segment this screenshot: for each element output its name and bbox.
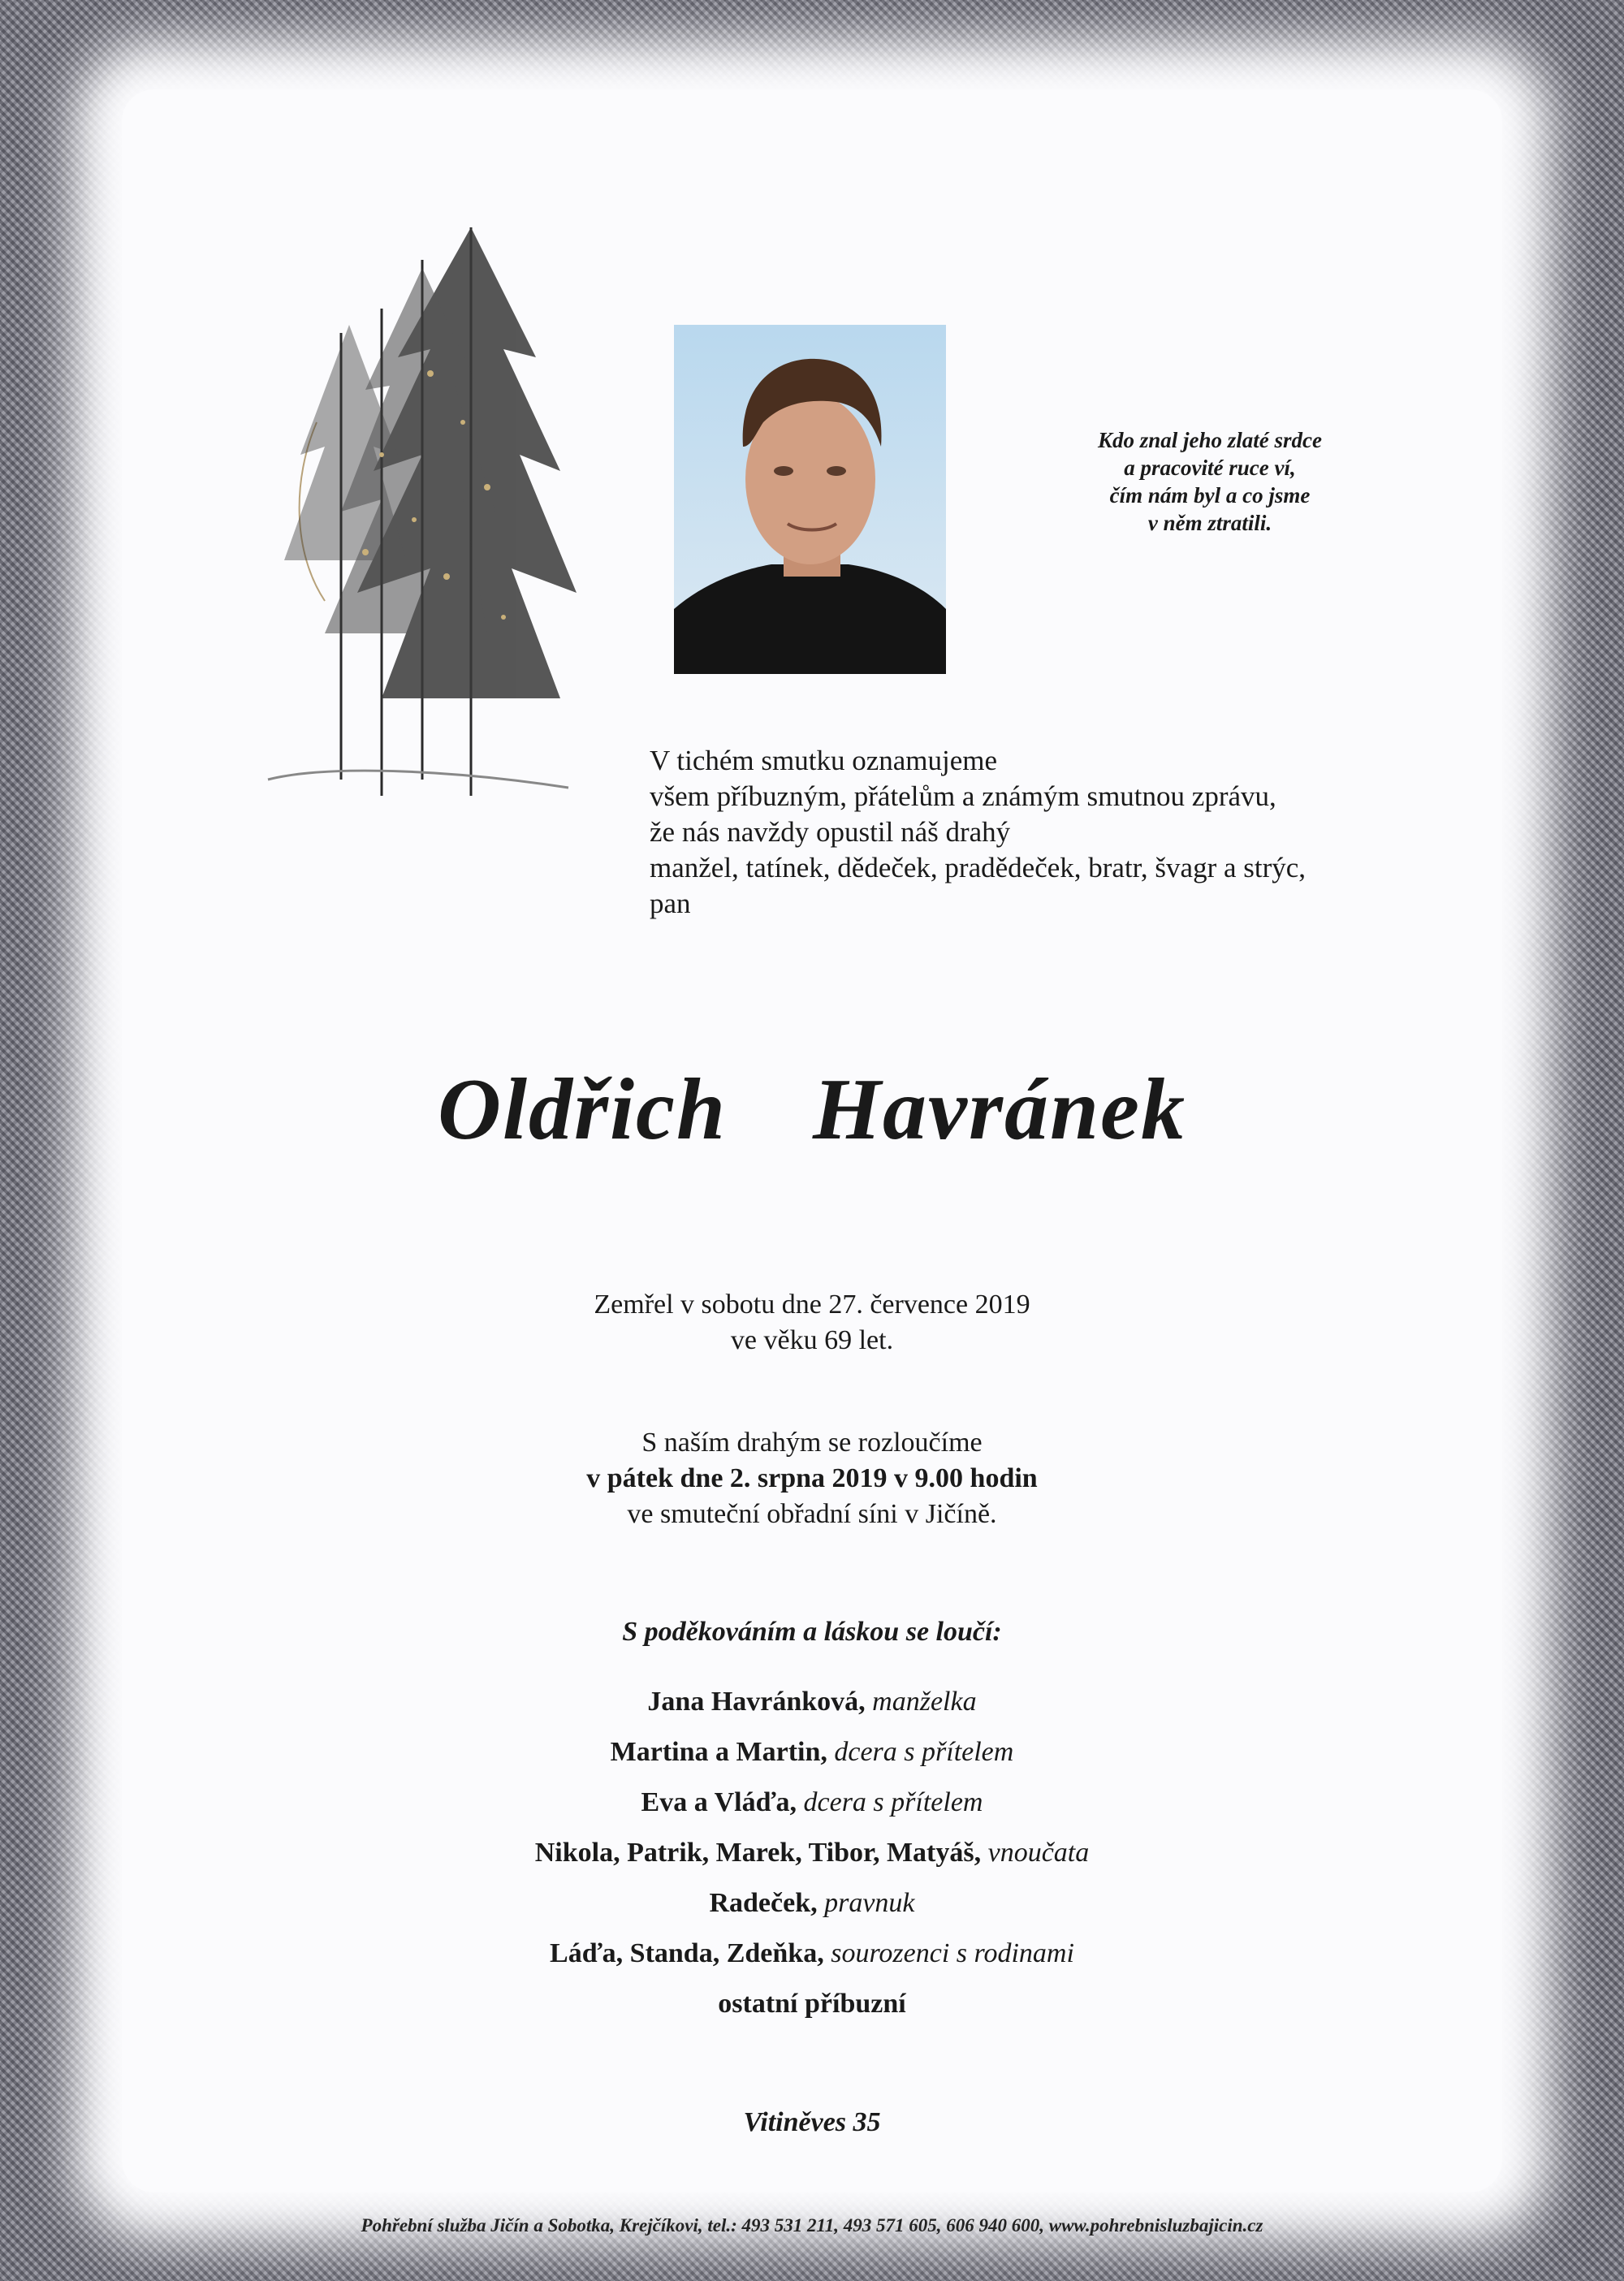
deceased-name: Oldřich Havránek (437, 1061, 1186, 1158)
mourners-title: S poděkováním a láskou se loučí: (622, 1617, 1002, 1647)
death-info (0, 1287, 1624, 1359)
announcement-line: V tichém smutku oznamujeme (650, 745, 998, 776)
mourner-relation: pravnuk (824, 1888, 915, 1918)
mourner-row (0, 1929, 1624, 1979)
mourner-name: Martina a Martin, (610, 1737, 827, 1767)
announcement-line: manžel, tatínek, dědeček, pradědeček, bratr, švagr a strýc, (650, 852, 1307, 883)
quote-line: čím nám byl a co jsme (1109, 483, 1311, 508)
pine-trees-illustration (219, 211, 609, 828)
memorial-quote (1023, 426, 1397, 537)
mourner-relation: dcera s přítelem (834, 1737, 1014, 1767)
mourner-row (0, 1778, 1624, 1828)
announcement-text (650, 743, 1462, 922)
mourner-name: Láďa, Standa, Zdeňka, (550, 1938, 824, 1968)
quote-line: Kdo znal jeho zlaté srdce (1097, 428, 1322, 452)
mourner-name: Jana Havránková, (647, 1687, 866, 1717)
mourners-list (0, 1677, 1624, 2029)
announcement-line: pan (650, 888, 691, 919)
announcement-line: všem příbuzným, přátelům a známým smutnou zprávu, (650, 780, 1276, 812)
mourner-row (0, 1677, 1624, 1727)
mourner-relation: sourozenci s rodinami (831, 1938, 1074, 1968)
mourner-name: Eva a Vláďa, (641, 1787, 797, 1817)
quote-line: a pracovité ruce ví, (1124, 456, 1296, 480)
death-age: ve věku 69 let. (730, 1325, 894, 1355)
mourner-name: ostatní příbuzní (718, 1989, 906, 2019)
mourner-row (0, 1878, 1624, 1929)
funeral-info (0, 1425, 1624, 1532)
death-date: Zemřel v sobotu dne 27. července 2019 (594, 1290, 1030, 1320)
mourner-row (0, 1727, 1624, 1778)
announcement-line: že nás navždy opustil náš drahý (650, 816, 1011, 848)
mourner-relation: vnoučata (987, 1838, 1090, 1868)
address: Vitiněves 35 (743, 2107, 881, 2137)
mourner-relation: manželka (872, 1687, 977, 1717)
mourner-name: Radeček, (709, 1888, 818, 1918)
mourner-name: Nikola, Patrik, Marek, Tibor, Matyáš, (534, 1838, 982, 1868)
farewell-intro: S naším drahým se rozloučíme (641, 1428, 983, 1458)
mourner-relation: dcera s přítelem (803, 1787, 983, 1817)
funeral-venue: ve smuteční obřadní síni v Jičíně. (627, 1499, 997, 1529)
portrait-photo (674, 325, 946, 674)
mourner-row (0, 1979, 1624, 2029)
funeral-service-footer: Pohřební služba Jičín a Sobotka, Krejčíkovi, tel.: 493 531 211, 493 571 605, 606 940 600, www.pohrebnisluzbajicin.cz (361, 2215, 1263, 2236)
funeral-datetime: v pátek dne 2. srpna 2019 v 9.00 hodin (586, 1463, 1038, 1493)
mourner-row (0, 1828, 1624, 1878)
quote-line: v něm ztratili. (1147, 511, 1272, 535)
